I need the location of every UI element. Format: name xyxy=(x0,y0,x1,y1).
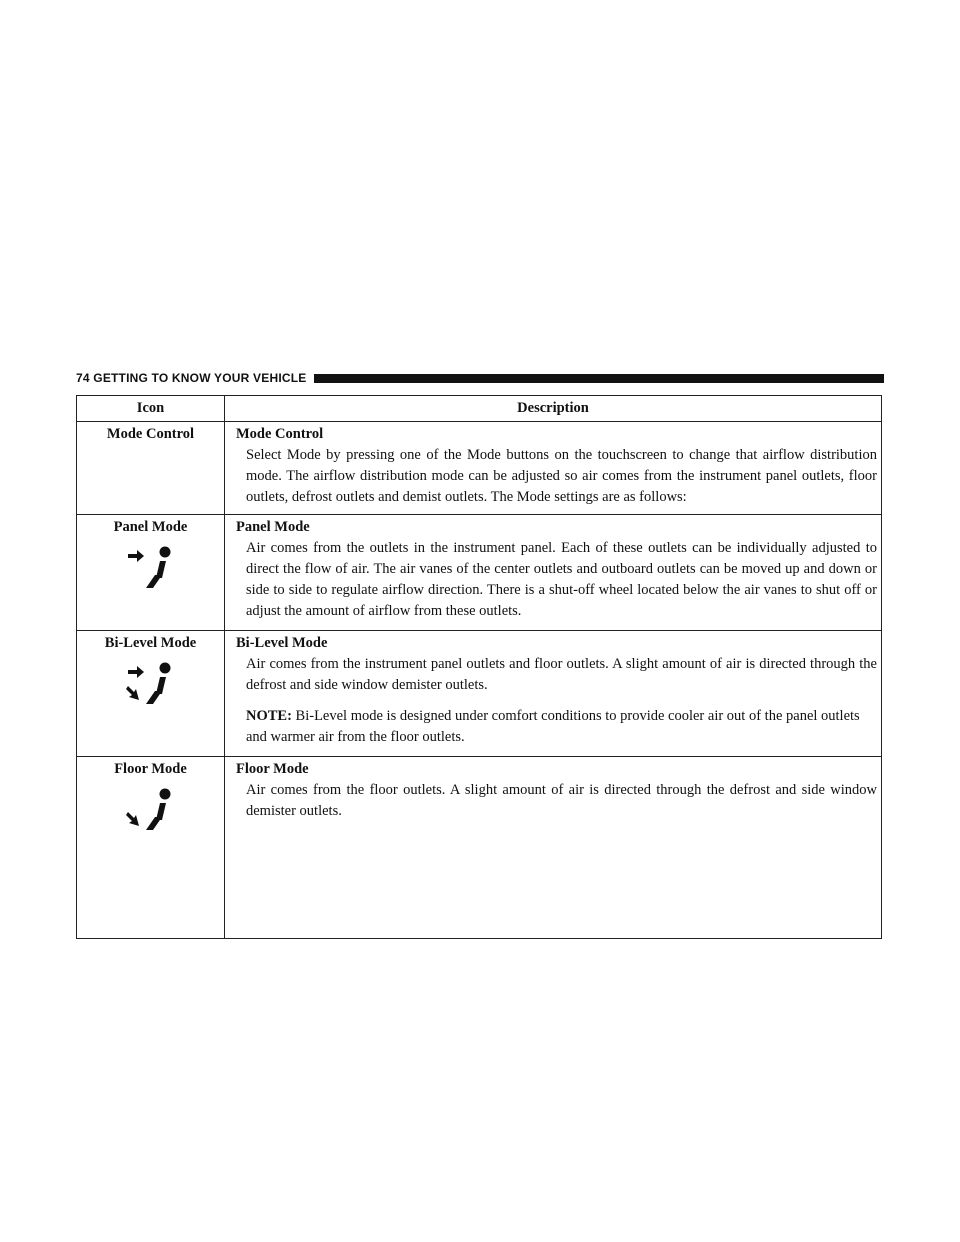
description-cell xyxy=(225,515,882,631)
description-title: Bi-Level Mode xyxy=(236,635,328,651)
icon-cell xyxy=(77,422,225,515)
description-body: Select Mode by pressing one of the Mode buttons on the touchscreen to change that airflow distribution mode. The airflow distribution mode can be adjusted so air comes from the instrument panel outlets, floor outlets, defrost outlets and demist outlets. The Mode settings are as follows: xyxy=(246,447,877,505)
table-row-panel-mode xyxy=(77,515,882,631)
description-title: Mode Control xyxy=(236,426,324,442)
icon-label: Panel Mode xyxy=(113,519,188,535)
table-row-bi-level-mode xyxy=(77,631,882,757)
column-header-description: Description xyxy=(225,396,882,422)
icon-cell xyxy=(77,631,225,757)
table-row-mode-control xyxy=(77,422,882,515)
table-row-floor-mode xyxy=(77,757,882,939)
description-title: Floor Mode xyxy=(236,761,309,777)
icon-label: Floor Mode xyxy=(114,761,187,777)
column-header-icon: Icon xyxy=(77,396,225,422)
header-rule xyxy=(314,374,884,383)
note-text: Bi-Level mode is designed under comfort conditions to provide cooler air out of the panel outlets and warmer air from the floor outlets. xyxy=(246,708,860,745)
description-cell xyxy=(225,631,882,757)
note xyxy=(236,706,877,748)
panel-mode-icon xyxy=(126,544,176,592)
note-label: NOTE: xyxy=(246,708,292,724)
description-cell xyxy=(225,757,882,939)
description-body: Air comes from the outlets in the instrument panel. Each of these outlets can be individually adjusted to direct the flow of air. The air vanes of the center outlets and outboard outlets can be moved up and down or side to side to regulate airflow direction. There is a shut-off wheel located below the air vanes to shut off or adjust the amount of airflow from these outlets. xyxy=(246,540,877,619)
bi-level-mode-icon xyxy=(126,660,176,708)
page-header xyxy=(76,370,884,386)
page-header-label: 74 GETTING TO KNOW YOUR VEHICLE xyxy=(76,371,307,385)
mode-table xyxy=(76,395,882,939)
description-title: Panel Mode xyxy=(236,519,310,535)
icon-cell xyxy=(77,515,225,631)
icon-label: Mode Control xyxy=(106,426,195,442)
icon-label: Bi-Level Mode xyxy=(104,635,197,651)
description-body: Air comes from the instrument panel outlets and floor outlets. A slight amount of air is directed through the defrost and side window demister outlets. xyxy=(246,656,877,693)
floor-mode-icon xyxy=(126,786,176,834)
icon-cell xyxy=(77,757,225,939)
table-header-row xyxy=(77,396,882,422)
description-body: Air comes from the floor outlets. A slight amount of air is directed through the defrost and side window demister outlets. xyxy=(246,782,877,819)
description-cell xyxy=(225,422,882,515)
